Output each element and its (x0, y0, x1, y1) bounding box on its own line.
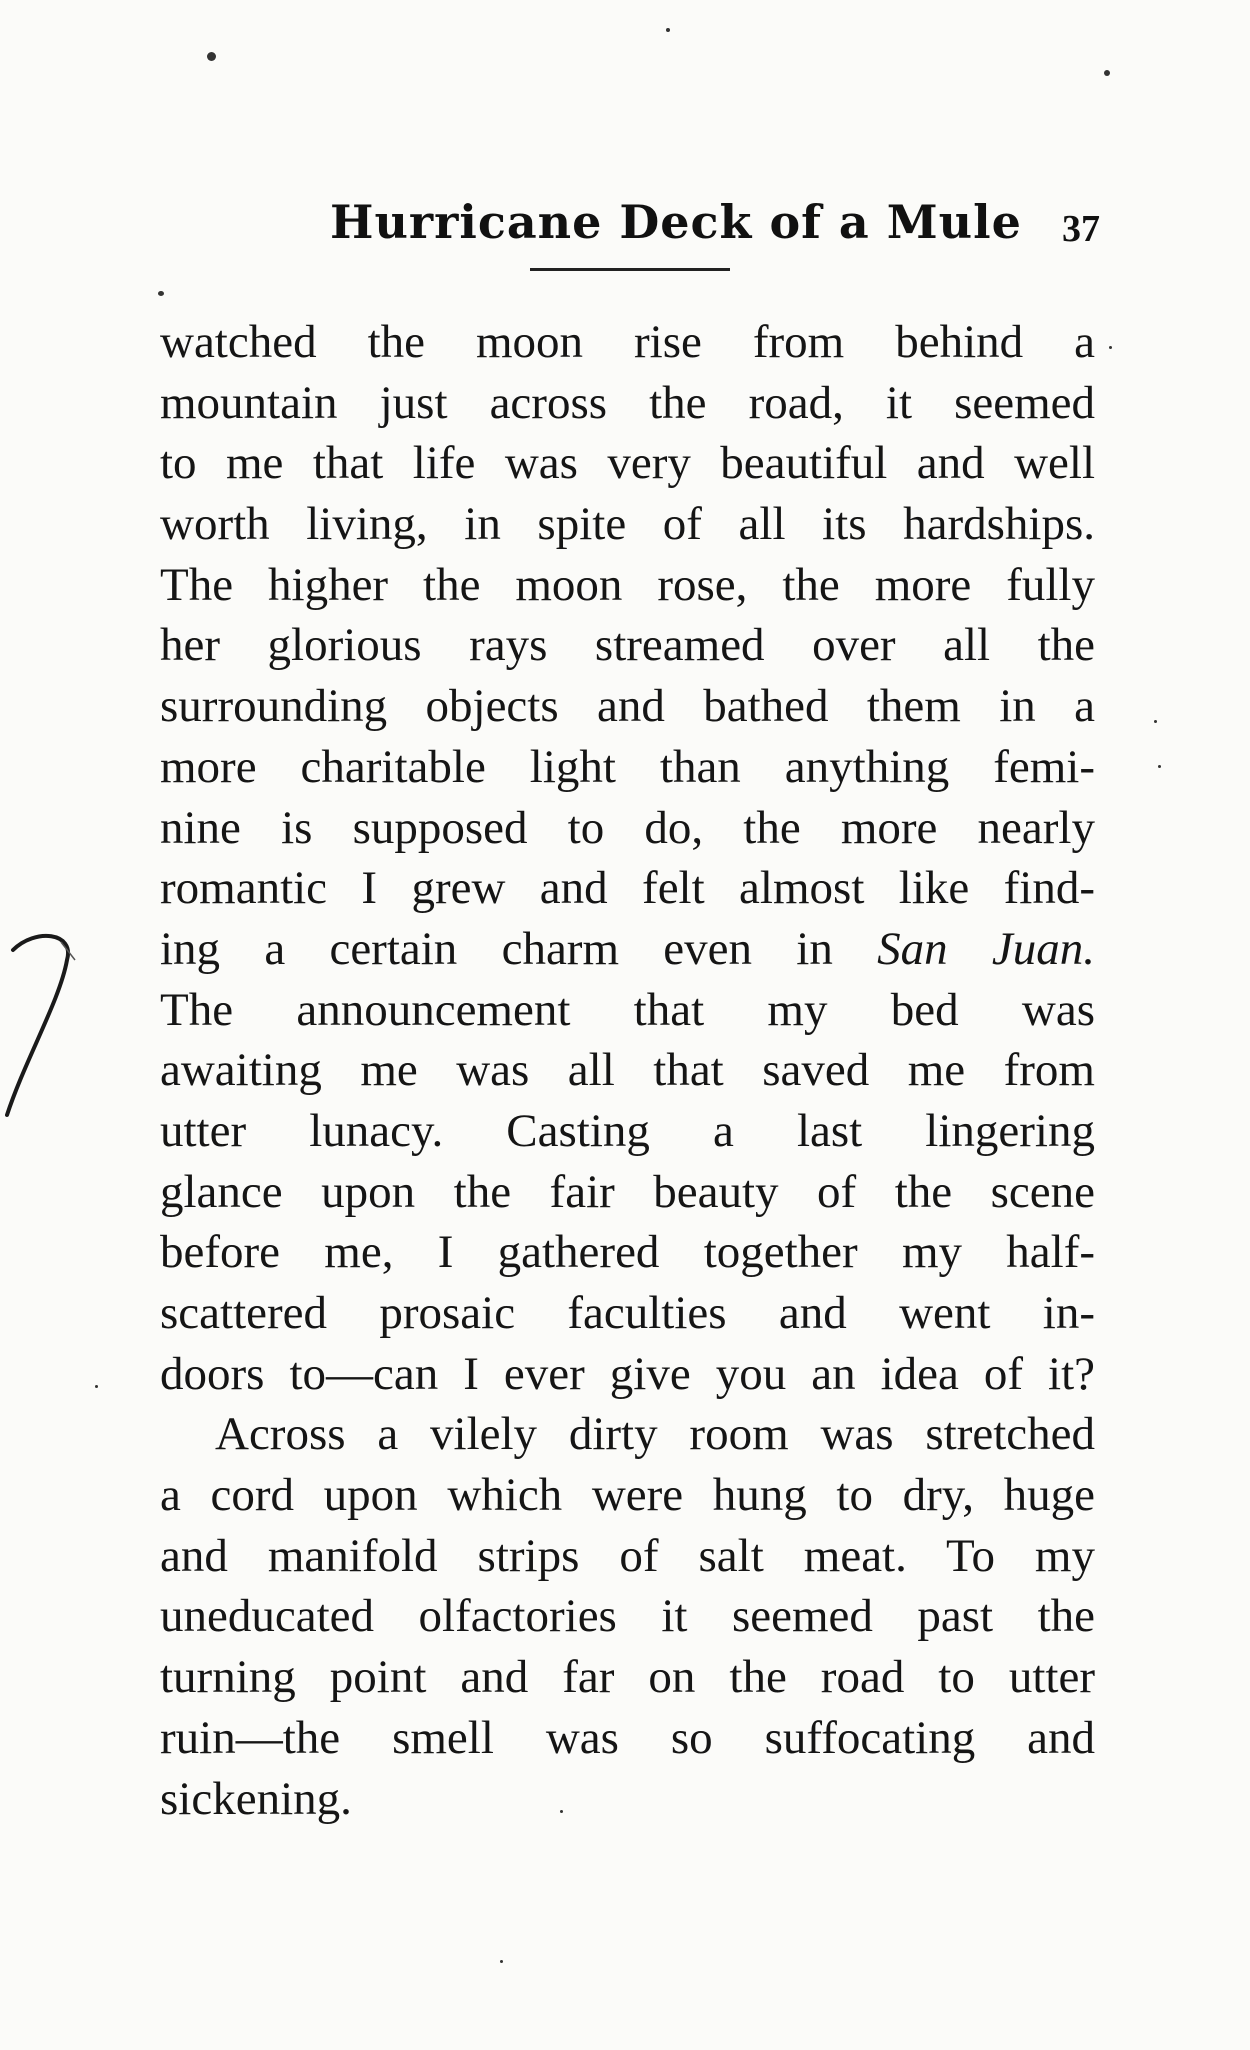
text-line: watched the moon rise from behind a (160, 316, 1095, 368)
text-line: utter lunacy. Casting a last lingering (160, 1104, 1095, 1157)
text-line: and manifold strips of salt meat. To my (160, 1529, 1095, 1582)
text-line: doors to—can I ever give you an idea of it? (160, 1347, 1095, 1400)
text-line: her glorious rays streamed over all the (160, 619, 1095, 672)
text-line: more charitable light than anything femi- (160, 740, 1095, 793)
text-line: romantic I grew and felt almost like find- (160, 862, 1095, 915)
text-line: before me, I gathered together my half- (160, 1226, 1095, 1279)
body-text (160, 312, 1095, 1829)
text-segment: ing a certain charm even in (160, 922, 878, 975)
margin-pencil-mark (5, 930, 95, 1120)
ink-speck (1104, 70, 1110, 76)
text-line: sickening. (160, 1772, 352, 1825)
ink-speck (95, 1385, 98, 1388)
ink-speck (666, 28, 670, 32)
ink-speck (1109, 346, 1112, 349)
page-number: 37 (1062, 208, 1100, 250)
ink-speck (1158, 765, 1161, 768)
text-line: The announcement that my bed was (160, 983, 1095, 1036)
text-line: ruin—the smell was so suffocating and (160, 1711, 1095, 1764)
text-line: Across a vilely dirty room was stretched (215, 1408, 1095, 1461)
place-name: San Juan. (877, 922, 1095, 975)
text-line: nine is supposed to do, the more nearly (160, 801, 1095, 854)
text-line: glance upon the fair beauty of the scene (160, 1165, 1095, 1218)
page-header (160, 195, 1100, 265)
text-line: a cord upon which were hung to dry, huge (160, 1469, 1095, 1522)
text-line: uneducated olfactories it seemed past the (160, 1590, 1095, 1643)
ink-speck (158, 291, 164, 296)
ink-speck (207, 52, 216, 61)
text-line: awaiting me was all that saved me from (160, 1044, 1095, 1097)
ink-speck (560, 1810, 563, 1813)
text-line: surrounding objects and bathed them in a (160, 680, 1095, 733)
text-line: mountain just across the road, it seemed (160, 376, 1095, 429)
text-line: turning point and far on the road to utter (160, 1651, 1095, 1704)
ink-speck (500, 1960, 503, 1963)
text-line: worth living, in spite of all its hardships. (160, 498, 1095, 551)
header-rule (530, 268, 730, 271)
text-line-with-place-name (160, 919, 1095, 980)
text-line: to me that life was very beautiful and well (160, 437, 1095, 490)
text-line: scattered prosaic faculties and went in- (160, 1287, 1095, 1339)
running-title: Hurricane Deck of a Mule (330, 195, 1022, 249)
ink-speck (1154, 720, 1157, 723)
text-line: The higher the moon rose, the more fully (160, 558, 1095, 611)
